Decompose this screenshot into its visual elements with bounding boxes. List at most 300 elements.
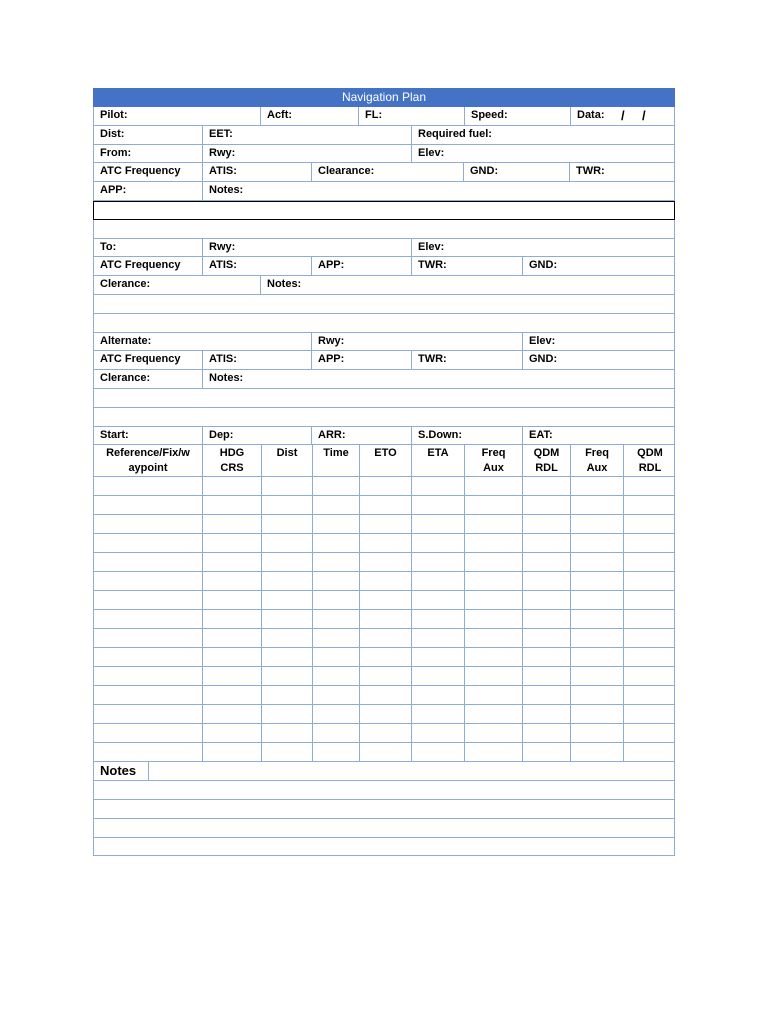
destination-app-label: APP:: [318, 259, 345, 272]
alternate-atc-label: ATC Frequency: [100, 353, 181, 366]
log-cell[interactable]: [411, 553, 464, 571]
log-cell[interactable]: [312, 648, 359, 666]
alternate-atis-label: ATIS:: [209, 353, 237, 366]
log-header-row: [93, 445, 675, 477]
from-row: [93, 145, 675, 164]
notes-line-4[interactable]: [93, 838, 675, 857]
log-cell[interactable]: [261, 477, 312, 495]
log-header-cell: [522, 445, 570, 476]
destination-rwy-label: Rwy:: [209, 240, 236, 253]
log-cell[interactable]: [94, 705, 202, 723]
dist-row: [93, 126, 675, 145]
departure-elev-label: Elev:: [418, 146, 445, 159]
departure-rwy-field[interactable]: [202, 145, 411, 163]
log-header-text: ETO: [374, 447, 397, 460]
log-header-cell: [202, 445, 261, 476]
log-cell[interactable]: [202, 648, 261, 666]
log-cell[interactable]: [570, 515, 623, 533]
log-cell[interactable]: [261, 515, 312, 533]
from-label: From:: [100, 146, 132, 159]
log-cell[interactable]: [623, 705, 676, 723]
log-cell[interactable]: [359, 496, 411, 514]
log-cell[interactable]: [464, 648, 522, 666]
log-header-cell: [261, 445, 312, 476]
log-row: [93, 724, 675, 743]
alternate-app-label: APP:: [318, 353, 345, 366]
alternate-twr-label: TWR:: [418, 353, 447, 366]
alternate-gnd-label: GND:: [529, 353, 558, 366]
log-cell[interactable]: [623, 610, 676, 628]
log-cell[interactable]: [312, 591, 359, 609]
acft-label: Acft:: [267, 109, 293, 121]
log-cell[interactable]: [464, 667, 522, 685]
log-row: [93, 667, 675, 686]
log-cell[interactable]: [570, 553, 623, 571]
alternate-notes-label: Notes:: [209, 372, 244, 385]
log-cell[interactable]: [522, 724, 570, 742]
speed-label: Speed:: [471, 109, 508, 121]
log-header-cell: [312, 445, 359, 476]
log-cell[interactable]: [359, 743, 411, 761]
log-cell[interactable]: [359, 534, 411, 552]
log-row: [93, 534, 675, 553]
departure-app-field[interactable]: [94, 182, 202, 200]
log-cell[interactable]: [464, 534, 522, 552]
log-cell[interactable]: [261, 496, 312, 514]
departure-elev-field[interactable]: [411, 145, 676, 163]
log-cell[interactable]: [312, 496, 359, 514]
log-cell[interactable]: [94, 629, 202, 647]
destination-atc-frequency: [94, 257, 202, 275]
log-cell[interactable]: [522, 496, 570, 514]
log-header-cell: [411, 445, 464, 476]
log-cell[interactable]: [411, 686, 464, 704]
alternate-clearance-field[interactable]: [94, 370, 202, 388]
log-cell[interactable]: [359, 477, 411, 495]
log-cell[interactable]: [411, 705, 464, 723]
log-cell[interactable]: [411, 724, 464, 742]
log-cell[interactable]: [94, 686, 202, 704]
sdown-label: S.Down:: [418, 428, 462, 441]
log-cell[interactable]: [522, 705, 570, 723]
departure-gnd-label: GND:: [470, 165, 499, 178]
start-field[interactable]: [94, 427, 202, 445]
alternate-notes-line-2[interactable]: [93, 408, 675, 427]
destination-notes-line-1[interactable]: [93, 295, 675, 314]
log-cell[interactable]: [570, 686, 623, 704]
date-slash-2: /: [642, 108, 646, 123]
alternate-field[interactable]: [94, 333, 311, 351]
fl-label: FL:: [365, 109, 383, 121]
log-cell[interactable]: [202, 705, 261, 723]
dist-field[interactable]: [94, 126, 202, 144]
log-row: [93, 477, 675, 496]
log-cell[interactable]: [359, 553, 411, 571]
alternate-clearance-label: Clerance:: [100, 372, 151, 385]
log-cell[interactable]: [359, 591, 411, 609]
departure-gnd-field[interactable]: [463, 163, 569, 181]
log-row: [93, 572, 675, 591]
to-label: To:: [100, 240, 117, 253]
log-cell[interactable]: [570, 610, 623, 628]
departure-atc-row: [93, 163, 675, 182]
log-header-text: aypoint: [128, 462, 168, 475]
destination-twr-field[interactable]: [411, 257, 522, 275]
eet-label: EET:: [209, 127, 233, 140]
log-header-cell: [623, 445, 676, 476]
log-header-cell: [570, 445, 623, 476]
log-cell[interactable]: [94, 724, 202, 742]
log-cell[interactable]: [202, 724, 261, 742]
log-cell[interactable]: [522, 572, 570, 590]
log-cell[interactable]: [312, 705, 359, 723]
destination-atis-label: ATIS:: [209, 259, 237, 272]
log-header-text: Freq: [481, 447, 506, 460]
log-cell[interactable]: [623, 724, 676, 742]
log-cell[interactable]: [312, 572, 359, 590]
log-cell[interactable]: [464, 629, 522, 647]
required-fuel-label: Required fuel:: [418, 127, 492, 140]
log-cell[interactable]: [570, 724, 623, 742]
sdown-field[interactable]: [411, 427, 522, 445]
log-cell[interactable]: [570, 496, 623, 514]
log-header-text: RDL: [638, 462, 662, 475]
departure-notes-label: Notes:: [209, 184, 244, 197]
alternate-atc-row: [93, 351, 675, 370]
log-cell[interactable]: [623, 686, 676, 704]
data-field[interactable]: [570, 107, 676, 125]
alternate-notes-line-1[interactable]: [93, 389, 675, 408]
acft-field[interactable]: [260, 107, 358, 125]
log-cell[interactable]: [464, 477, 522, 495]
log-cell[interactable]: [261, 629, 312, 647]
log-cell[interactable]: [202, 496, 261, 514]
log-cell[interactable]: [411, 515, 464, 533]
alternate-label: Alternate:: [100, 334, 152, 347]
log-cell[interactable]: [570, 629, 623, 647]
log-cell[interactable]: [623, 496, 676, 514]
departure-rwy-label: Rwy:: [209, 146, 236, 159]
log-cell[interactable]: [570, 534, 623, 552]
dep-field[interactable]: [202, 427, 311, 445]
alternate-row: [93, 333, 675, 352]
log-cell[interactable]: [522, 534, 570, 552]
alternate-app-field[interactable]: [311, 351, 411, 369]
log-cell[interactable]: [312, 667, 359, 685]
log-cell[interactable]: [522, 648, 570, 666]
departure-twr-label: TWR:: [576, 165, 605, 178]
log-cell[interactable]: [411, 477, 464, 495]
departure-app-row: [93, 182, 675, 201]
dist-label: Dist:: [100, 127, 125, 140]
log-row: [93, 648, 675, 667]
log-cell[interactable]: [359, 667, 411, 685]
log-header-cell: [464, 445, 522, 476]
log-cell[interactable]: [202, 515, 261, 533]
pilot-field[interactable]: [94, 107, 260, 125]
alternate-atc-frequency: [94, 351, 202, 369]
destination-clearance-row: [93, 276, 675, 295]
notes-label-cell: [94, 762, 148, 780]
log-cell[interactable]: [202, 610, 261, 628]
log-cell[interactable]: [411, 667, 464, 685]
log-cell[interactable]: [570, 743, 623, 761]
log-cell[interactable]: [623, 591, 676, 609]
departure-clearance-field[interactable]: [311, 163, 463, 181]
alternate-elev-field[interactable]: [522, 333, 676, 351]
log-cell[interactable]: [411, 572, 464, 590]
arr-field[interactable]: [311, 427, 411, 445]
log-cell[interactable]: [522, 667, 570, 685]
times-row: [93, 427, 675, 446]
navigation-plan-form: [93, 88, 675, 856]
log-cell[interactable]: [312, 724, 359, 742]
log-cell[interactable]: [94, 515, 202, 533]
log-cell[interactable]: [359, 515, 411, 533]
log-cell[interactable]: [94, 743, 202, 761]
log-cell[interactable]: [623, 515, 676, 533]
log-header-text: HDG: [219, 447, 245, 460]
log-cell[interactable]: [94, 553, 202, 571]
log-cell[interactable]: [570, 477, 623, 495]
log-header-text: CRS: [220, 462, 244, 475]
log-cell[interactable]: [261, 553, 312, 571]
log-cell[interactable]: [411, 591, 464, 609]
log-cell[interactable]: [261, 648, 312, 666]
destination-notes-label: Notes:: [267, 278, 302, 291]
log-cell[interactable]: [202, 477, 261, 495]
log-cell[interactable]: [202, 572, 261, 590]
departure-notes-line-1[interactable]: [93, 201, 675, 220]
log-cell[interactable]: [623, 667, 676, 685]
log-cell[interactable]: [359, 629, 411, 647]
arr-label: ARR:: [318, 428, 346, 441]
log-cell[interactable]: [464, 496, 522, 514]
log-cell[interactable]: [623, 534, 676, 552]
log-cell[interactable]: [522, 686, 570, 704]
log-cell[interactable]: [623, 629, 676, 647]
log-header-text: Aux: [586, 462, 608, 475]
log-cell[interactable]: [312, 553, 359, 571]
log-cell[interactable]: [94, 534, 202, 552]
notes-line-2[interactable]: [93, 800, 675, 819]
start-label: Start:: [100, 428, 129, 441]
log-cell[interactable]: [261, 724, 312, 742]
log-cell[interactable]: [261, 591, 312, 609]
log-header-text: Time: [323, 447, 349, 460]
log-cell[interactable]: [261, 572, 312, 590]
log-cell[interactable]: [359, 705, 411, 723]
fl-field[interactable]: [358, 107, 464, 125]
log-header-text: Aux: [483, 462, 504, 475]
log-cell[interactable]: [411, 743, 464, 761]
log-cell[interactable]: [522, 515, 570, 533]
log-cell[interactable]: [312, 743, 359, 761]
log-cell[interactable]: [261, 743, 312, 761]
log-cell[interactable]: [94, 572, 202, 590]
destination-elev-label: Elev:: [418, 240, 445, 253]
log-cell[interactable]: [570, 648, 623, 666]
log-cell[interactable]: [312, 686, 359, 704]
alternate-notes-field[interactable]: [202, 370, 676, 388]
log-cell[interactable]: [464, 686, 522, 704]
log-cell[interactable]: [464, 591, 522, 609]
log-row: [93, 553, 675, 572]
notes-line-1[interactable]: [93, 781, 675, 800]
log-cell[interactable]: [202, 553, 261, 571]
destination-atis-field[interactable]: [202, 257, 311, 275]
pilot-row: [93, 107, 675, 126]
log-cell[interactable]: [570, 667, 623, 685]
log-row: [93, 743, 675, 762]
log-cell[interactable]: [94, 667, 202, 685]
log-header-text: ETA: [427, 447, 449, 460]
log-cell[interactable]: [411, 629, 464, 647]
to-row: [93, 239, 675, 258]
log-cell[interactable]: [623, 572, 676, 590]
destination-app-field[interactable]: [311, 257, 411, 275]
log-header-cell: [359, 445, 411, 476]
log-cell[interactable]: [464, 572, 522, 590]
log-cell[interactable]: [522, 629, 570, 647]
destination-notes-field[interactable]: [260, 276, 676, 294]
log-header-text: Freq: [585, 447, 609, 460]
alternate-elev-label: Elev:: [529, 334, 556, 347]
data-label: Data:: [577, 109, 605, 121]
log-cell[interactable]: [94, 496, 202, 514]
log-cell[interactable]: [359, 686, 411, 704]
log-grid: [93, 477, 675, 762]
dep-label: Dep:: [209, 428, 234, 441]
log-cell[interactable]: [202, 629, 261, 647]
log-cell[interactable]: [359, 724, 411, 742]
log-cell[interactable]: [202, 686, 261, 704]
log-cell[interactable]: [261, 667, 312, 685]
date-slash-1: /: [621, 108, 625, 123]
log-cell[interactable]: [464, 610, 522, 628]
destination-notes-line-2[interactable]: [93, 314, 675, 333]
log-cell[interactable]: [570, 705, 623, 723]
alternate-gnd-field[interactable]: [522, 351, 676, 369]
departure-atis-field[interactable]: [202, 163, 311, 181]
alternate-rwy-field[interactable]: [311, 333, 522, 351]
log-cell[interactable]: [464, 705, 522, 723]
log-header-text: Reference/Fix/w: [106, 447, 190, 460]
alternate-clearance-row: [93, 370, 675, 389]
destination-gnd-field[interactable]: [522, 257, 676, 275]
log-cell[interactable]: [312, 534, 359, 552]
log-cell[interactable]: [522, 591, 570, 609]
log-cell[interactable]: [94, 610, 202, 628]
log-cell[interactable]: [411, 496, 464, 514]
log-cell[interactable]: [202, 743, 261, 761]
log-cell[interactable]: [202, 591, 261, 609]
destination-atc-row: [93, 257, 675, 276]
notes-header-row: [93, 762, 675, 781]
notes-field[interactable]: [148, 762, 676, 780]
log-cell[interactable]: [411, 610, 464, 628]
log-cell[interactable]: [522, 553, 570, 571]
log-cell[interactable]: [623, 648, 676, 666]
log-row: [93, 686, 675, 705]
alternate-atis-field[interactable]: [202, 351, 311, 369]
log-cell[interactable]: [359, 572, 411, 590]
log-cell[interactable]: [411, 534, 464, 552]
log-cell[interactable]: [261, 705, 312, 723]
log-cell[interactable]: [464, 553, 522, 571]
departure-notes-line-2[interactable]: [93, 220, 675, 239]
notes-line-3[interactable]: [93, 819, 675, 838]
log-cell[interactable]: [464, 743, 522, 761]
log-cell[interactable]: [464, 724, 522, 742]
log-header-text: RDL: [535, 462, 558, 475]
alternate-rwy-label: Rwy:: [318, 334, 345, 347]
departure-atc-frequency: [94, 163, 202, 181]
eat-field[interactable]: [522, 427, 676, 445]
log-cell[interactable]: [411, 648, 464, 666]
log-cell[interactable]: [359, 648, 411, 666]
log-cell[interactable]: [312, 515, 359, 533]
to-field[interactable]: [94, 239, 202, 257]
departure-atis-label: ATIS:: [209, 165, 237, 178]
eat-label: EAT:: [529, 428, 553, 441]
destination-gnd-label: GND:: [529, 259, 558, 272]
destination-elev-field[interactable]: [411, 239, 676, 257]
speed-field[interactable]: [464, 107, 570, 125]
log-cell[interactable]: [464, 515, 522, 533]
log-cell[interactable]: [94, 648, 202, 666]
log-cell[interactable]: [261, 686, 312, 704]
alternate-twr-field[interactable]: [411, 351, 522, 369]
log-cell[interactable]: [623, 477, 676, 495]
log-row: [93, 705, 675, 724]
log-header-text: QDM: [533, 447, 560, 460]
log-cell[interactable]: [202, 667, 261, 685]
log-cell[interactable]: [522, 477, 570, 495]
log-cell[interactable]: [94, 477, 202, 495]
departure-notes-field[interactable]: [202, 182, 676, 200]
log-cell[interactable]: [261, 610, 312, 628]
destination-clearance-label: Clerance:: [100, 278, 151, 291]
departure-twr-field[interactable]: [569, 163, 676, 181]
log-cell[interactable]: [570, 572, 623, 590]
log-cell[interactable]: [623, 553, 676, 571]
log-row: [93, 591, 675, 610]
log-cell[interactable]: [623, 743, 676, 761]
log-header-cell: [94, 445, 202, 476]
log-cell[interactable]: [261, 534, 312, 552]
departure-app-label: APP:: [100, 184, 127, 197]
log-cell[interactable]: [94, 591, 202, 609]
destination-rwy-field[interactable]: [202, 239, 411, 257]
log-cell[interactable]: [359, 610, 411, 628]
log-cell[interactable]: [312, 610, 359, 628]
log-cell[interactable]: [522, 743, 570, 761]
destination-clearance-field[interactable]: [94, 276, 260, 294]
departure-clearance-label: Clearance:: [318, 165, 375, 178]
log-cell[interactable]: [570, 591, 623, 609]
log-cell[interactable]: [522, 610, 570, 628]
log-header-text: QDM: [637, 447, 663, 460]
log-cell[interactable]: [312, 629, 359, 647]
log-row: [93, 629, 675, 648]
eet-field[interactable]: [202, 126, 411, 144]
from-field[interactable]: [94, 145, 202, 163]
log-cell[interactable]: [312, 477, 359, 495]
log-cell[interactable]: [202, 534, 261, 552]
required-fuel-field[interactable]: [411, 126, 676, 144]
pilot-label: Pilot:: [100, 109, 128, 121]
